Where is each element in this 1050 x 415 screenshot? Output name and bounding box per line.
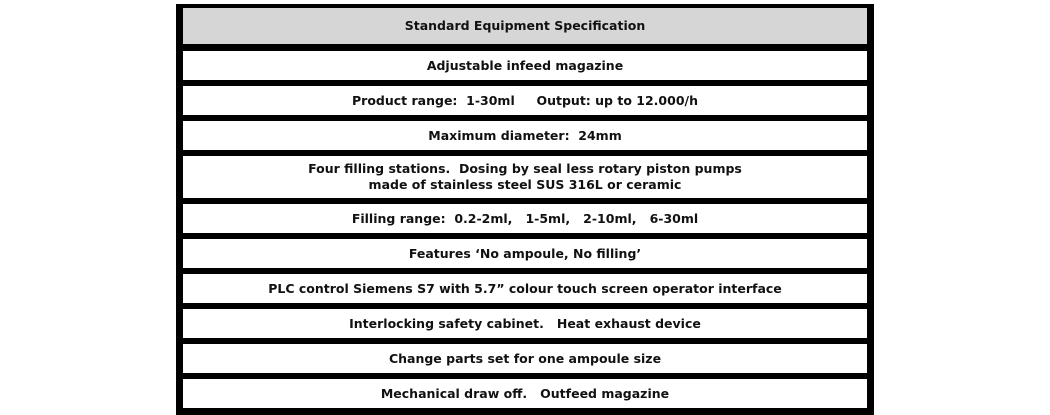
spec-row-max-diameter: Maximum diameter: 24mm <box>182 120 868 151</box>
spec-row-infeed: Adjustable infeed magazine <box>182 50 868 81</box>
spec-row-change-parts: Change parts set for one ampoule size <box>182 343 868 374</box>
specification-table <box>176 4 874 415</box>
spec-row-filling-stations <box>182 155 868 199</box>
table-header-title: Standard Equipment Specification <box>182 7 868 45</box>
spec-row-filling-range: Filling range: 0.2-2ml, 1-5ml, 2-10ml, 6-30ml <box>182 203 868 234</box>
spec-row-features: Features ‘No ampoule, No filling’ <box>182 238 868 269</box>
spec-row-product-range: Product range: 1-30ml Output: up to 12.000/h <box>182 85 868 116</box>
spec-row-draw-off: Mechanical draw off. Outfeed magazine <box>182 378 868 409</box>
spec-row-safety-cabinet: Interlocking safety cabinet. Heat exhaust device <box>182 308 868 339</box>
spec-row-filling-stations-line1: Four filling stations. Dosing by seal less rotary piston pumps <box>308 161 742 176</box>
spec-row-plc-control: PLC control Siemens S7 with 5.7” colour touch screen operator interface <box>182 273 868 304</box>
spec-row-filling-stations-line2: made of stainless steel SUS 316L or ceramic <box>368 177 682 192</box>
